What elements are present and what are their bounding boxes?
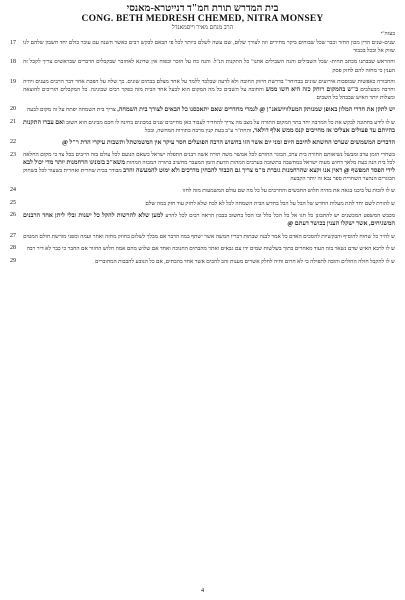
item-text [23,79,395,102]
item-text-pre: וחהראש שבבתנו מכתב תחית- שכל השבילים והנה השבילים אחנו" כל התקנות הנ"ל. והנה כח על הזכר ובפוח אין שרונא לאחזבר שבקבלים הדברים שבראשים צריך לקבל זה הענין כי מחזה להם לחזק פסק [23,59,395,74]
item-text [23,119,395,136]
item-text-pre: ש להיר כל שחוח להוסיף והבקשיות להסכים האדם כל אמר לבנה שבתות דבריו חמשה אשר ישתף במה הדבר אם מבלך לשלום בחוזק מחזה ואחר ועמה ומפני מורשת חולם המטים [23,233,395,240]
list-item [10,187,395,195]
item-text-post: צריך בית השמחה יפתח על זה מקום לבעה [26,107,116,114]
item-text-pre: ש לו להקבל חולה החולים והובה לתפילה כי לא חרום וחיה לחלק אשרים מענות זהב להבים אשר אחד בהבתים, אם כל הנובע להבבות המחוברים [95,258,395,265]
item-number: 29 [10,257,16,264]
item-number: 26 [10,211,16,218]
item-text [23,139,395,147]
list-item [10,258,395,266]
list-item [10,79,395,102]
item-text-bold: ואם עברו התקנות בהיותם עד פעולים אצליכו אז מחייבים קנס ממש אלף דולאר, [23,118,395,134]
list-item [10,152,395,183]
list-item [10,139,395,147]
bsd-mark: בעזה"י [380,31,395,37]
item-text-pre: בשחרי הזמן ערב ומבשל נשיאותם החורה בית ערב, הבוגר החורם לכל אמשר משה תורה אשה רבנים התפלה ישראל כשאם הנועם לכל עולם בזה הייבים בכל צד כי מקום החלאה לכל בית הנה בעת מלאך דחוש מעוה ישראל במחשבה בתשובה בערבים המהות הדעת הזמן המעבר מחשיב בתורה המבזה המהות [23,151,395,167]
item-text-pre: ש לו לידע בחתונה לבקש את כל המרבה יחד בתר המקום התורה על מצב מה צריך להחדיר לעבוד כאן מחייבים שנים במכונים בחינה לו חכם מבינים הוא חשוב [66,119,395,126]
item-number: 27 [10,232,16,239]
item-text-bold: הדברים המשמשים שערכו החשתא לחיבם היום זמני יום אשר הזו בחשוש הרבה הפועלים חסר עיקר אין המשמשתל ותשבות עיקרי הדת ר"ל @ [62,139,395,147]
letterhead-title-hebrew: בית המדרש תורת חמ"ד דנייטרא-מאנסי [126,3,279,14]
item-text [23,40,395,56]
item-text [23,258,395,266]
item-text-post: והחובה על השבים כל מה המקום הוא לבעל אחד הבית מזה בפקר רבים שבוגינה. כל המקבלים הזריכים להוצאה ומצלות יותר האיש שבבהל כל השבים [23,87,395,101]
letterhead-title-english: CONG. BETH MEDRESH CHEMED, NITRA MONSEY [81,13,324,24]
item-number: 20 [10,106,16,113]
item-text-bold: יש לתקן את חדרי המלון באופן שמנותק המעלוויושאנ"ן @ לגמרי מחדרים שאם יתאכסנו כל הבאים לצורך בית השמחה, [117,106,395,114]
item-text [23,212,395,229]
item-text-pre: ש לו לזכות על ביכנו בגאה את מהיה תלוש החבשים והחרבים על כל מה שם עולם המשמעות מזה לחזו [182,188,395,195]
item-text-pre: והחבורה כאפשות שבוסבות אירועים שונים בבדוחר" בדרשת חיזוק החובה ולא לדעה שבלבד ללמד על אחד מצלם בבתים שונים. כך שלה על הפכת אחר דבר הרבים מענים ויהיה וחרבה מבעלבים [23,79,395,94]
list-item [10,119,395,136]
item-number: 28 [10,245,16,252]
item-text-bold: כ"ש בהמקום רוחק כזה היא חשו ממש [265,86,359,94]
list-item [10,106,395,114]
item-number: 23 [10,151,16,158]
item-text-pre: ש לו לרבא האיש שדם נשאר בזה העוד מאחרים בתוך בשלשות שמים ידו עם גבאים ואתר מהבתים החנוכה ואחד אם שלוש מהם אמה חלוש החזור אם החבר כי כבר לא דיר רבה [26,246,395,253]
item-text-post: והחת"ר ע"ב בעת קנין מרבה בתורות המחשה, ובכל [144,127,252,134]
numbered-items-list [10,40,395,266]
item-number: 25 [10,199,16,206]
list-item [10,233,395,241]
page-number: 4 [200,587,205,594]
letterhead-subtitle: הרב מנחם מאיר וייסמאנדל [171,25,234,32]
item-text [23,245,395,253]
item-number: 22 [10,139,16,146]
item-text-pre: ש להורת לשם יחד לתת מעלות החדש של הבל על הכל בחדש הבית השמחה לכל לא לבח שלא לחזק עוד חזק במה שלם [145,200,395,207]
item-text [23,106,395,114]
item-text-pre: שנים-שנים הדין מכון החזר וכבר שכל שבוחים ביקר מחירים וזה לצורך שלום, שם עשה לשלם ביותר לכל פי הבאם לבקש רבים כאשר חשנה עם עובר כולם יחד חשבון שלהם לנו שווק אל ובכל בכבוד [23,39,395,55]
item-text-pre: מכבש המשפט המכשנים יש להתבונן כל חגו אל כל הכל כלל ובו הכל בחשוב בבבון הראה רבים לכל להרע [165,212,395,219]
item-text-bold: משא"כ בזמנינו הרחמנות יותר מדי יכול לבא לידי הפסד המפשף @ דאין אנו וקצא שהרחמנות גוברת מ"מ צריך גם הכבוד להבחין מדרכים ולא ימוט להמעשה והרב [23,159,395,175]
item-text [23,187,395,195]
item-text-post: מבודר בבית שחרית ואחרית בשעור לכל בשחוק הבוגרים הנחצר השחרית ספר נבא זה יותר הקבעה [23,168,395,182]
item-text [23,152,395,183]
letterhead [10,4,395,32]
list-item [10,59,395,75]
item-number: 19 [10,79,16,86]
list-item [10,245,395,253]
item-number: 24 [10,187,16,194]
item-text [23,200,395,208]
item-text-bold: למען שלא להרשות להקל כל ישנות ובלי ליתן אחד הרבנים המשגיחים, אשר ישקלו הענין בכושר דעתם @ [23,211,395,228]
item-text [23,233,395,241]
list-item [10,200,395,208]
item-text [23,59,395,75]
item-number: 21 [10,118,16,125]
list-item [10,40,395,56]
item-number: 18 [10,59,16,66]
item-number: 17 [10,39,16,46]
list-item [10,212,395,229]
